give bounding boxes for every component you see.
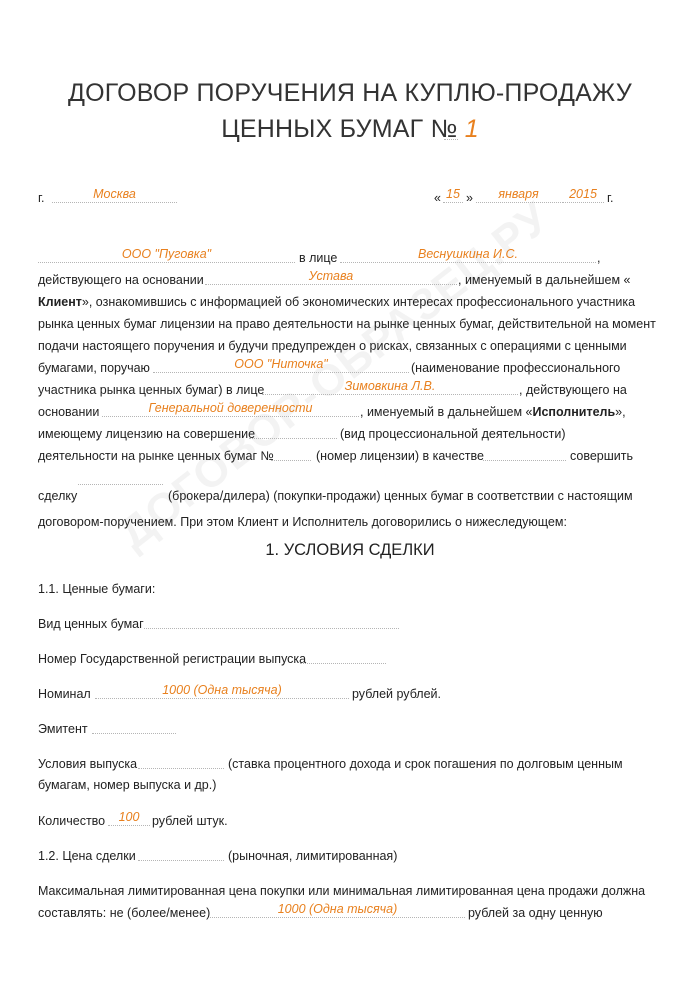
city-field[interactable]: Москва	[93, 187, 136, 201]
client-basis-line	[205, 284, 457, 285]
executor-close: »,	[615, 405, 626, 419]
quantity-field-line	[108, 825, 150, 826]
executor-rep-field[interactable]: Зимовкина Л.В.	[344, 379, 436, 393]
nominal-label: Номинал	[38, 687, 91, 701]
client-word: Клиент	[38, 295, 82, 309]
number-field-line	[444, 139, 458, 140]
capacity-field[interactable]	[483, 460, 566, 461]
nominal-unit: рублей рублей.	[352, 687, 442, 701]
quantity-unit: рублей штук.	[152, 814, 228, 828]
line3-rest: », ознакомившись с информацией об экономических интересах профессионального участника	[81, 295, 636, 309]
max-price-unit: рублей за одну ценную	[468, 906, 603, 920]
year-field[interactable]: 2015	[569, 187, 597, 201]
client-rep-line	[340, 262, 596, 263]
registration-field[interactable]	[300, 663, 386, 664]
max-price-field[interactable]: 1000 (Одна тысяча)	[277, 902, 398, 916]
max-price-line-1: Максимальная лимитированная цена покупки или минимальная лимитированная цена продажи должна	[38, 884, 646, 898]
executor-basis-field[interactable]: Генеральной доверенности	[148, 401, 313, 415]
deal-price-note: (рыночная, лимитированная)	[228, 849, 398, 863]
nominal-field[interactable]: 1000 (Одна тысяча)	[162, 683, 282, 697]
nominal-field-line	[95, 698, 349, 699]
acting-basis-text: действующего на основании	[38, 273, 204, 287]
license-text: имеющему лицензию на совершение	[38, 427, 256, 441]
deal-type-extra-line	[78, 484, 163, 485]
perform-text: совершить	[570, 449, 633, 463]
deal-type-note: (брокера/дилера) (покупки-продажи) ценных бумаг в соответствии с настоящим	[168, 489, 633, 503]
date-quote-close: »	[466, 191, 473, 205]
body-line-5: подачи настоящего поручения и будучи предупрежден о рисках, связанных с операциями с ценными	[38, 339, 627, 353]
executor-basis-line	[102, 416, 359, 417]
activity-type-field[interactable]	[249, 438, 337, 439]
date-quote-open: «	[434, 191, 441, 205]
month-field-line	[476, 202, 561, 203]
hereinafter-client-text: , именуемый в дальнейшем «	[458, 273, 631, 287]
executor-name-field[interactable]: ООО "Ниточка"	[234, 357, 328, 371]
acting-on-text: , действующего на	[519, 383, 627, 397]
body-line-4: рынка ценных бумаг лицензии на право деятельности на рынке ценных бумаг, действительной на момент	[38, 317, 656, 331]
hereinafter-executor-text: , именуемый в дальнейшем «	[360, 405, 533, 419]
participant-in-person-text: участника рынка ценных бумаг) в лице	[38, 383, 265, 397]
day-field[interactable]: 15	[446, 187, 460, 201]
document-title-line2	[0, 115, 700, 144]
year-suffix: г.	[607, 191, 614, 205]
client-name-line	[38, 262, 295, 263]
max-price-line-2: составлять: не (более/менее)	[38, 906, 211, 920]
body-line-12: договором-поручением. При этом Клиент и Исполнитель договорились о нижеследующем:	[38, 515, 567, 529]
issue-conditions-label: Условия выпуска	[38, 757, 138, 771]
year-field-line	[562, 202, 604, 203]
document-title-line1: ДОГОВОР ПОРУЧЕНИЯ НА КУПЛЮ-ПРОДАЖУ	[68, 79, 632, 107]
quantity-field[interactable]: 100	[118, 810, 140, 824]
in-person-text: в лице	[299, 251, 338, 265]
client-name-field[interactable]: ООО "Пуговка"	[121, 247, 212, 261]
client-role-line	[38, 295, 635, 309]
deal-price-field[interactable]	[138, 860, 224, 861]
license-number-text: деятельности на рынке ценных бумаг №	[38, 449, 274, 463]
issue-conditions-note-2: бумагам, номер выпуска и др.)	[38, 778, 217, 792]
license-number-note: (номер лицензии) в качестве	[316, 449, 484, 463]
securities-type-field[interactable]	[144, 628, 399, 629]
basis-text: основании	[38, 405, 100, 419]
month-field[interactable]: января	[498, 187, 539, 201]
comma-text: ,	[597, 251, 601, 265]
executor-name-line	[153, 372, 409, 373]
executor-rep-line	[262, 394, 518, 395]
issuer-label: Эмитент	[38, 722, 88, 736]
issue-conditions-field[interactable]	[138, 768, 224, 769]
section-title: 1. УСЛОВИЯ СДЕЛКИ	[265, 541, 435, 559]
registration-label: Номер Государственной регистрации выпуска	[38, 652, 307, 666]
client-rep-field[interactable]: Веснушкина И.С.	[418, 247, 518, 261]
executor-role-line	[360, 405, 626, 419]
participant-name-note: (наименование профессионального	[411, 361, 621, 375]
city-field-line	[52, 202, 177, 203]
executor-word: Исполнитель	[532, 405, 616, 419]
issuer-field[interactable]	[92, 733, 176, 734]
clause-1-2: 1.2. Цена сделки	[38, 849, 136, 863]
client-basis-field[interactable]: Устава	[308, 269, 354, 283]
contract-number[interactable]: 1	[464, 115, 479, 143]
entrust-text: бумагами, поручаю	[38, 361, 150, 375]
issue-conditions-note: (ставка процентного дохода и срок погашения по долговым ценным	[228, 757, 623, 771]
quantity-label: Количество	[38, 814, 106, 828]
city-prefix: г.	[38, 191, 45, 205]
day-field-line	[443, 202, 463, 203]
clause-1-1: 1.1. Ценные бумаги:	[38, 582, 156, 596]
title-prefix: ЦЕННЫХ БУМАГ №	[221, 115, 458, 143]
max-price-field-line	[210, 917, 465, 918]
license-number-field[interactable]	[271, 460, 311, 461]
activity-type-note: (вид процессиональной деятельности)	[340, 427, 566, 441]
deal-text: сделку	[38, 489, 78, 503]
securities-type-label: Вид ценных бумаг	[38, 617, 144, 631]
